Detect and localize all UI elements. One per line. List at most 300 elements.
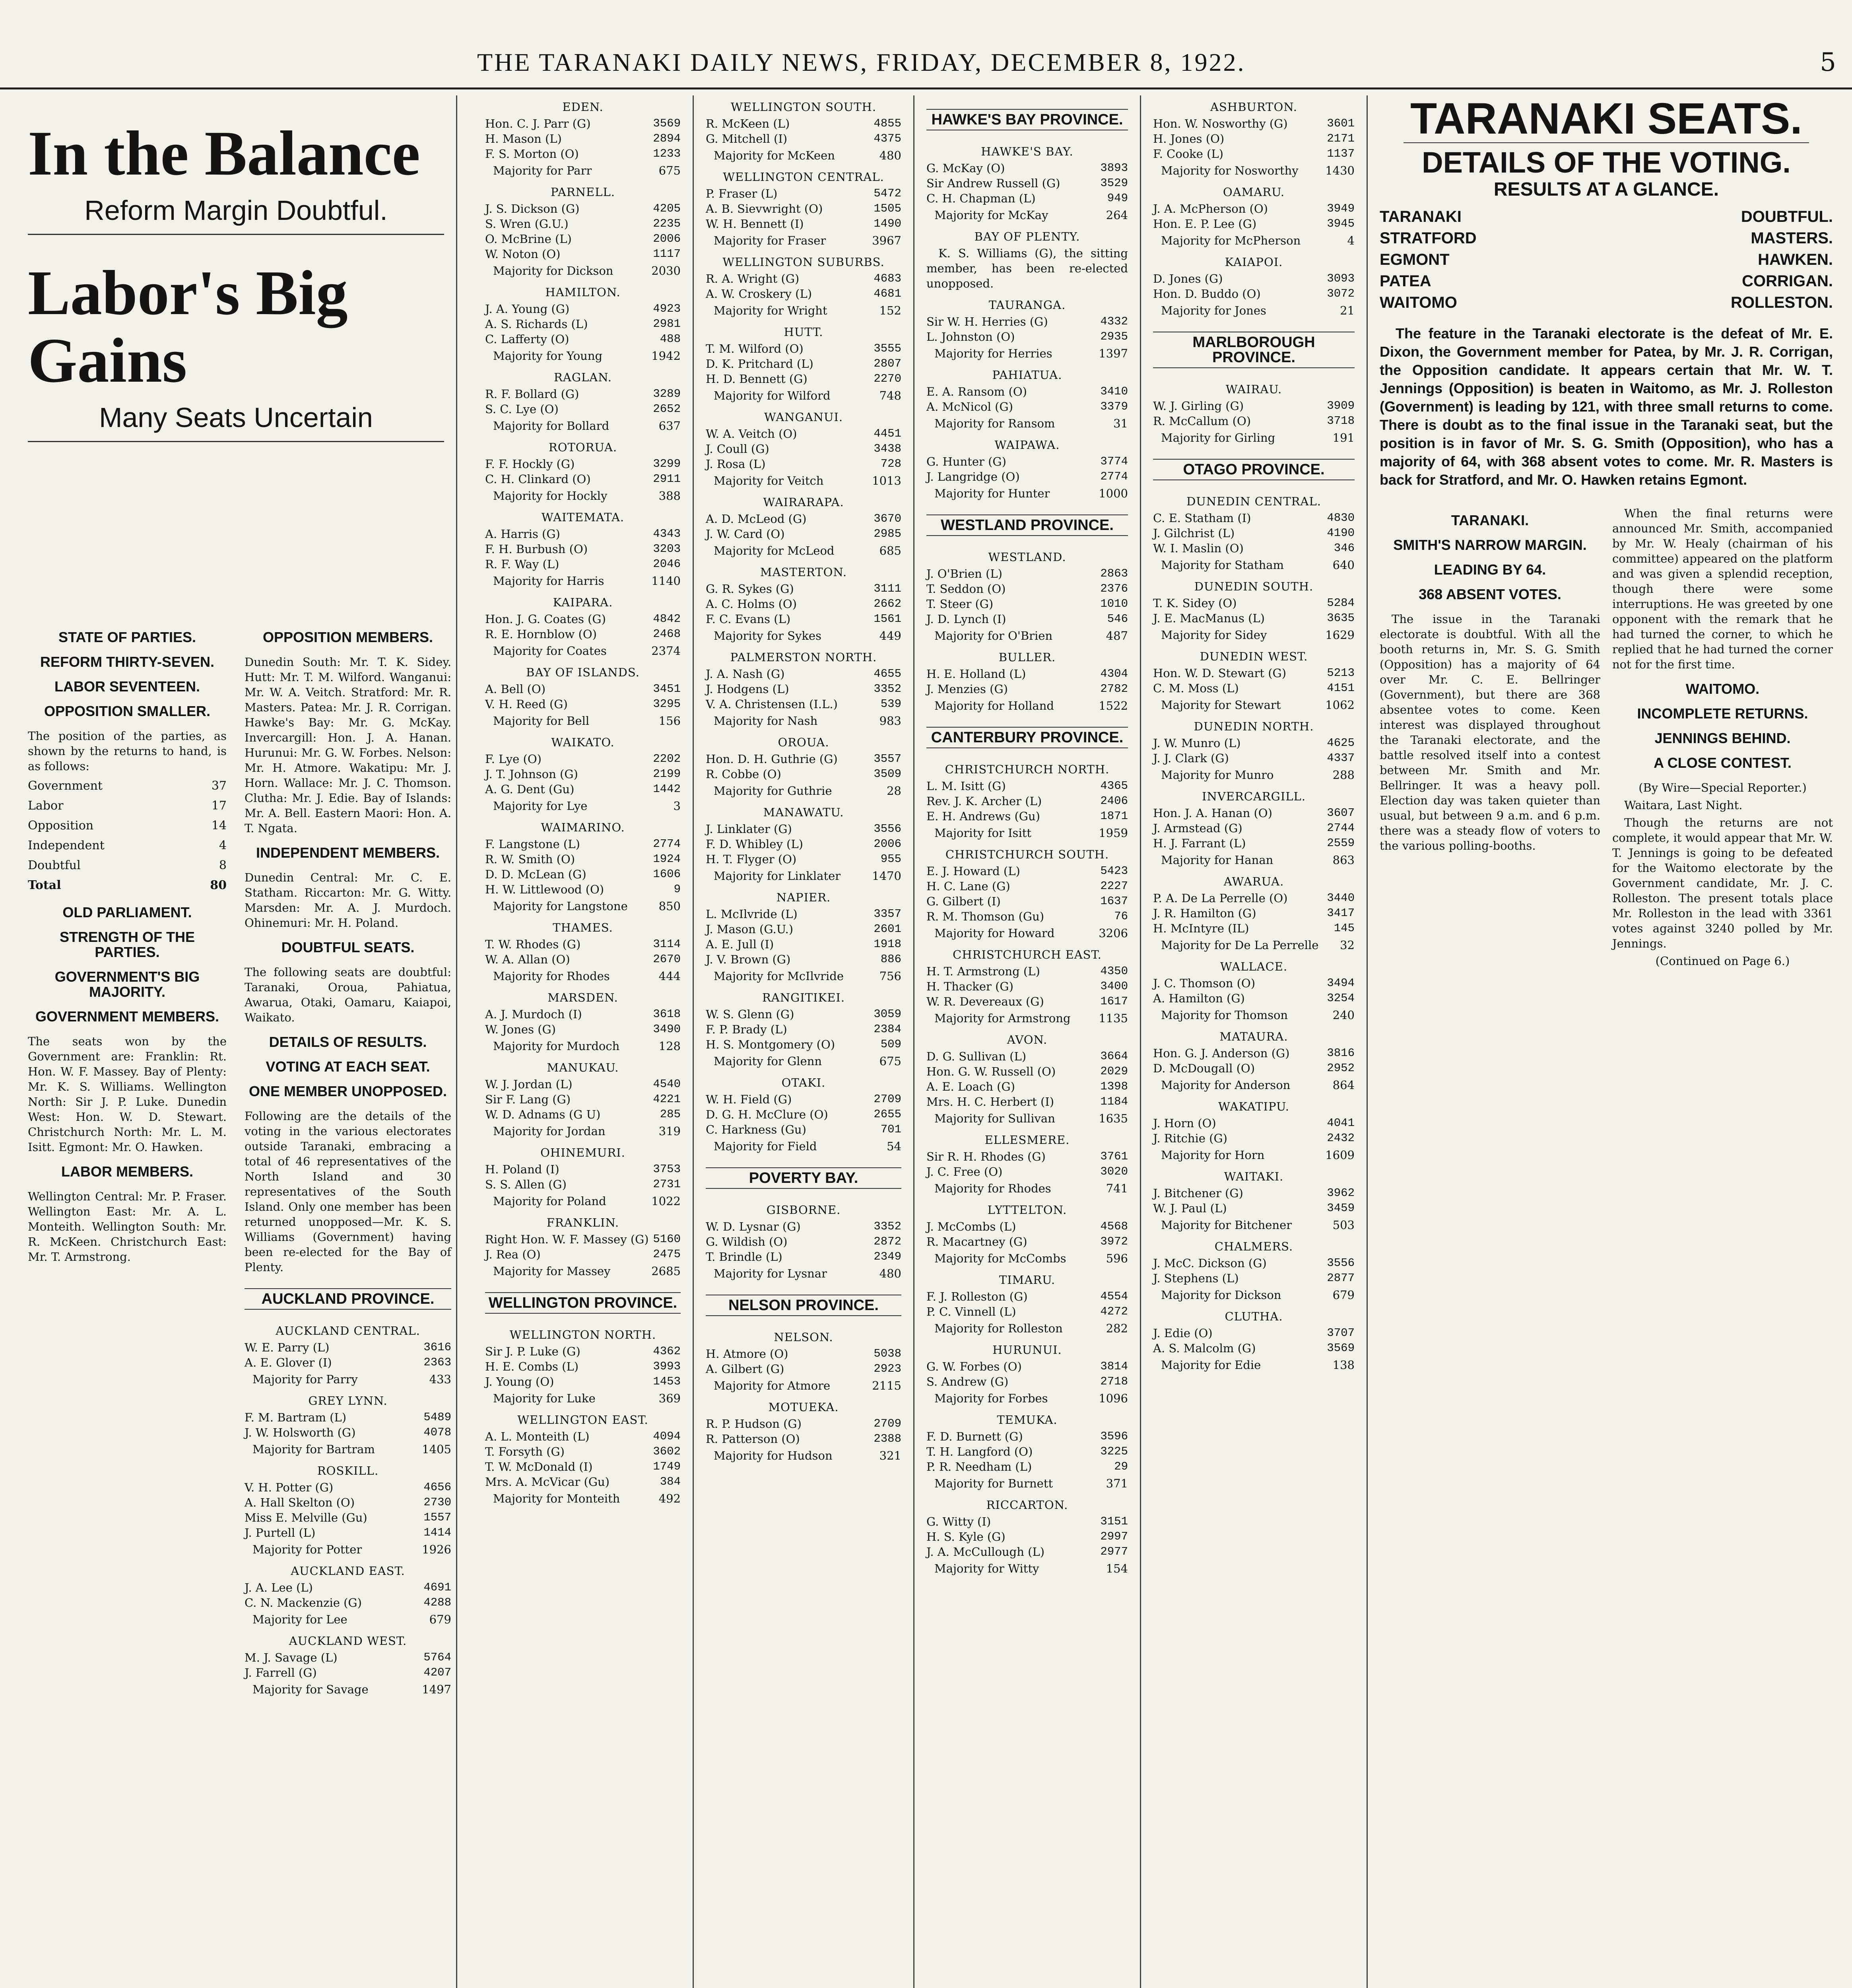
electorate-block (1153, 789, 1355, 868)
candidate-name: Miss E. Melville (Gu) (245, 1511, 367, 1524)
candidate-votes: 3111 (874, 582, 901, 595)
candidate-votes: 3059 (874, 1008, 901, 1021)
candidate-name: J. Young (O) (485, 1375, 554, 1388)
candidate-votes: 3556 (1327, 1256, 1355, 1270)
electorate-block (706, 254, 901, 318)
party-row (28, 816, 227, 836)
province-head: MARLBOROUGH PROVINCE. (1153, 332, 1355, 368)
majority-label: Majority for Wilford (714, 389, 831, 402)
majority-value: 480 (879, 149, 901, 162)
candidate-votes: 1871 (1100, 810, 1128, 823)
electorate-block (1153, 1169, 1355, 1233)
candidate-name: E. H. Andrews (Gu) (926, 810, 1040, 823)
candidate-row (485, 146, 681, 161)
candidate-votes: 2652 (653, 402, 681, 415)
candidate-row (245, 1340, 451, 1355)
majority-label: Majority for Field (714, 1140, 817, 1153)
majority-row (245, 1682, 451, 1697)
candidate-name: J. T. Johnson (G) (485, 767, 578, 781)
gov-members-text: The seats won by the Government are: Franklin: Rt. Hon. W. F. Massey. Bay of Plenty: Mr. K. S. Williams. Wellington North: Sir J. P. Luke. Dunedin West: Hon. W. D. Stewart. Christchurch North: Mr. L. M. Isitt. Egmont: Mr. O. Hawken. (28, 1035, 227, 1154)
majority-row (245, 1442, 451, 1457)
majority-row (926, 346, 1128, 361)
majority-value: 264 (1106, 208, 1128, 222)
majority-row (485, 418, 681, 433)
candidate-votes: 1414 (423, 1526, 451, 1539)
reform-count: REFORM THIRTY-SEVEN. (40, 654, 215, 670)
province-head: POVERTY BAY. (706, 1167, 901, 1189)
majority-label: Majority for McIlvride (714, 969, 844, 983)
candidate-row (706, 581, 901, 596)
candidate-row (485, 1092, 681, 1107)
candidate-row (926, 1304, 1128, 1319)
candidate-row (1153, 976, 1355, 991)
candidate-votes: 2911 (653, 472, 681, 485)
candidate-name: F. Cooke (L) (1153, 147, 1223, 161)
candidate-row (926, 1049, 1128, 1064)
electorate-block (706, 565, 901, 643)
candidate-votes: 4207 (423, 1666, 451, 1679)
candidate-row (926, 1429, 1128, 1444)
candidate-votes: 3602 (653, 1445, 681, 1458)
majority-label: Majority for Glenn (714, 1054, 822, 1068)
candidate-name: O. McBrine (L) (485, 232, 572, 246)
electorate-name: DUNEDIN WEST. (1200, 650, 1308, 663)
candidate-name: A. B. Sievwright (O) (706, 202, 823, 215)
electorate-block (926, 437, 1128, 501)
candidate-name: E. J. Howard (L) (926, 864, 1020, 878)
candidate-votes: 2863 (1100, 567, 1128, 580)
majority-row (1153, 1357, 1355, 1373)
majority-value: 596 (1106, 1252, 1128, 1265)
candidate-votes: 2349 (874, 1250, 901, 1263)
seat-result: DOUBTFUL. (1741, 208, 1833, 225)
seat-row (1380, 252, 1833, 267)
majority-label: Majority for Fraser (714, 234, 826, 247)
candidate-votes: 1490 (874, 217, 901, 230)
electorate-block (485, 735, 681, 813)
electorate-name: AUCKLAND CENTRAL. (276, 1324, 420, 1338)
candidate-row (1153, 116, 1355, 131)
candidate-name: W. S. Glenn (G) (706, 1008, 794, 1021)
candidate-name: A. J. Murdoch (I) (485, 1008, 582, 1021)
gov-majority-head: GOVERNMENT'S BIG MAJORITY. (54, 969, 200, 1000)
majority-label: Majority for Langstone (493, 899, 628, 913)
candidate-name: C. E. Statham (I) (1153, 511, 1251, 525)
results-column-4 (914, 95, 1141, 1988)
majority-label: Majority for Sykes (714, 629, 821, 643)
candidate-row (485, 1232, 681, 1247)
majority-row (485, 798, 681, 813)
majority-label: Majority for Dickson (493, 264, 613, 278)
candidate-row (706, 1107, 901, 1122)
electorate-name: CHRISTCHURCH EAST. (953, 948, 1102, 961)
candidate-votes: 539 (880, 697, 901, 711)
candidate-votes: 3114 (653, 938, 681, 951)
candidate-votes: 2235 (653, 217, 681, 230)
electorate-name: WELLINGTON CENTRAL. (723, 170, 884, 184)
majority-value: 1942 (651, 349, 681, 363)
majority-row (706, 388, 901, 403)
majority-row (1153, 697, 1355, 712)
majority-value: 1013 (872, 474, 901, 487)
majority-label: Majority for Edie (1161, 1358, 1261, 1372)
labor-count: LABOR SEVENTEEN. (54, 678, 200, 695)
majority-row (706, 868, 901, 883)
candidate-name: J. E. MacManus (L) (1153, 612, 1265, 625)
majority-label: Majority for Stewart (1161, 698, 1281, 712)
candidate-votes: 3664 (1100, 1050, 1128, 1063)
party-name: Labor (28, 799, 64, 813)
candidate-name: W. A. Veitch (O) (706, 427, 797, 441)
majority-row (926, 628, 1128, 643)
majority-value: 21 (1340, 304, 1355, 317)
candidate-votes: 488 (660, 332, 681, 346)
candidate-votes: 285 (660, 1108, 681, 1121)
candidate-row (706, 201, 901, 216)
electorate-name: TEMUKA. (997, 1413, 1058, 1427)
candidate-name: J. Rosa (L) (706, 457, 766, 471)
majority-value: 1430 (1325, 164, 1355, 177)
taranaki-summary: The feature in the Taranaki electorate is the defeat of Mr. E. Dixon, the Government member for Patea, by Mr. J. R. Corrigan, the Opposition candidate. It appears certain that Mr. W. T. Jennings (Opposition) is beaten in Waitomo, as Mr. J. Rolleston (Government) is leading by 121, with three small returns to come. There is doubt as to the final issue in the Taranaki seat, but the position is in favor of Mr. S. G. Smith (Opposition), who has a majority of 64, with 368 absent votes to come. Mr. R. Masters is back for Stratford, and Mr. O. Hawken retains Egmont. (1380, 325, 1833, 488)
candidate-votes: 1117 (653, 247, 681, 260)
candidate-name: J. S. Dickson (G) (485, 202, 580, 215)
electorate-block (706, 324, 901, 403)
province-head: OTAGO PROVINCE. (1153, 459, 1355, 480)
electorate-block (706, 1075, 901, 1154)
electorate-name: GISBORNE. (766, 1203, 841, 1217)
electorate-block (1153, 99, 1355, 178)
majority-value: 156 (658, 714, 681, 728)
candidate-row (706, 681, 901, 697)
candidate-row (485, 1474, 681, 1489)
candidate-row (926, 809, 1128, 824)
incomplete-head: INCOMPLETE RETURNS. (1637, 705, 1808, 722)
electorate-block (706, 735, 901, 798)
electorate-name: WAKATIPU. (1218, 1100, 1289, 1113)
candidate-name: J. D. Lynch (I) (926, 612, 1006, 626)
candidate-name: G. Gilbert (I) (926, 895, 1001, 908)
candidate-name: W. J. Paul (L) (1153, 1202, 1227, 1215)
candidate-name: J. C. Free (O) (926, 1165, 1003, 1178)
candidate-row (706, 596, 901, 612)
majority-value: 1140 (651, 574, 681, 588)
candidate-name: H. Mason (L) (485, 132, 562, 146)
candidate-row (1153, 991, 1355, 1006)
electorate-block (926, 1202, 1128, 1266)
majority-value: 319 (658, 1124, 681, 1138)
electorate-block (706, 990, 901, 1069)
candidate-name: W. E. Parry (L) (245, 1341, 330, 1354)
candidate-name: R. F. Way (L) (485, 557, 559, 571)
candidate-row (485, 557, 681, 572)
candidate-row (1153, 596, 1355, 611)
electorate-name: WELLINGTON SOUTH. (730, 100, 877, 114)
majority-label: Majority for Bitchener (1161, 1218, 1292, 1232)
candidate-votes: 2997 (1100, 1530, 1128, 1543)
candidate-votes: 4041 (1327, 1116, 1355, 1130)
continued-note: (Continued on Page 6.) (1655, 954, 1790, 968)
candidate-name: Hon. E. P. Lee (G) (1153, 217, 1257, 231)
majority-label: Majority for Sullivan (934, 1112, 1055, 1125)
candidate-name: W. A. Allan (O) (485, 953, 570, 966)
candidate-row (1153, 1131, 1355, 1146)
electorate-name: DUNEDIN SOUTH. (1194, 580, 1314, 593)
candidate-votes: 4151 (1327, 681, 1355, 695)
electorate-block (926, 1412, 1128, 1491)
majority-row (245, 1612, 451, 1627)
candidate-row (926, 779, 1128, 794)
candidate-votes: 3490 (653, 1023, 681, 1036)
candidate-row (706, 341, 901, 356)
candidate-row (926, 1234, 1128, 1249)
candidate-row (706, 131, 901, 146)
electorate-name: PALMERSTON NORTH. (730, 650, 877, 664)
candidate-name: W. Noton (O) (485, 247, 561, 261)
auckland-electorates (245, 1323, 451, 1697)
candidate-votes: 9 (674, 883, 681, 896)
candidate-votes: 955 (880, 852, 901, 866)
candidate-row (485, 456, 681, 472)
majority-row (706, 1448, 901, 1463)
candidate-name: J. W. Card (O) (706, 527, 785, 541)
candidate-row (245, 1495, 451, 1510)
province-head: WESTLAND PROVINCE. (926, 514, 1128, 536)
candidate-row (706, 1234, 901, 1249)
ind-members-head: INDEPENDENT MEMBERS. (256, 845, 440, 861)
candidate-name: Hon. W. Nosworthy (G) (1153, 117, 1288, 130)
candidate-name: A. L. Monteith (L) (485, 1430, 590, 1443)
majority-label: Majority for Lee (252, 1613, 347, 1626)
candidate-votes: 1010 (1100, 597, 1128, 610)
candidate-votes: 3417 (1327, 907, 1355, 920)
majority-value: 449 (879, 629, 901, 643)
candidate-votes: 3893 (1100, 161, 1128, 175)
majority-value: 4 (1347, 234, 1355, 247)
electorate-name: WALLACE. (1220, 960, 1288, 973)
candidate-votes: 4451 (874, 427, 901, 440)
candidate-name: J. Bitchener (G) (1153, 1186, 1243, 1200)
majority-value: 3 (673, 799, 681, 813)
electorate-name: WANGANUI. (764, 410, 843, 424)
labor-members-head: LABOR MEMBERS. (61, 1163, 193, 1180)
candidate-votes: 2730 (423, 1496, 451, 1509)
majority-label: Majority for Rhodes (493, 969, 610, 983)
electorate-block (485, 1060, 681, 1139)
candidate-votes: 4350 (1100, 965, 1128, 978)
candidate-name: A. E. Jull (I) (706, 938, 774, 951)
candidate-name: Hon. D. Buddo (O) (1153, 287, 1261, 301)
electorate-name: ROSKILL. (317, 1464, 379, 1477)
electorate-block (926, 1272, 1128, 1336)
electorate-block (706, 890, 901, 984)
majority-label: Majority for Dickson (1161, 1288, 1281, 1302)
majority-label: Majority for McLeod (714, 544, 835, 557)
candidate-votes: 3529 (1100, 177, 1128, 190)
candidate-name: F. D. Burnett (G) (926, 1430, 1023, 1443)
candidate-name: W. H. Bennett (I) (706, 217, 804, 231)
candidate-votes: 2006 (874, 837, 901, 850)
electorate-name: WELLINGTON NORTH. (509, 1328, 656, 1342)
divider (28, 234, 444, 235)
majority-value: 864 (1332, 1078, 1355, 1092)
candidate-name: A. S. Malcolm (G) (1153, 1342, 1256, 1355)
total-label: Total (28, 878, 61, 892)
candidate-row (706, 612, 901, 627)
electorate-block (245, 1323, 451, 1387)
candidate-votes: 4221 (653, 1093, 681, 1106)
majority-label: Majority for Burnett (934, 1477, 1053, 1490)
candidate-name: R. Cobbe (O) (706, 767, 781, 781)
candidate-row (485, 231, 681, 247)
candidate-votes: 5764 (423, 1651, 451, 1664)
electorate-name: RAGLAN. (554, 371, 612, 384)
candidate-row (706, 821, 901, 837)
electorate-name: WAIMARINO. (541, 821, 625, 834)
candidate-name: Sir R. H. Rhodes (G) (926, 1150, 1046, 1163)
party-name: Opposition (28, 819, 94, 833)
majority-value: 1000 (1099, 487, 1128, 500)
candidate-row (706, 937, 901, 952)
candidate-votes: 2709 (874, 1093, 901, 1106)
candidate-row (706, 441, 901, 456)
candidate-votes: 1442 (653, 782, 681, 796)
candidate-row (1153, 666, 1355, 681)
candidate-row (706, 852, 901, 867)
candidate-name: R. Patterson (O) (706, 1432, 800, 1446)
candidate-votes: 3945 (1327, 217, 1355, 230)
candidate-name: W. J. Jordan (L) (485, 1077, 573, 1091)
candidate-name: R. A. Wright (G) (706, 272, 800, 285)
majority-row (1153, 557, 1355, 573)
candidate-row (706, 371, 901, 386)
candidate-name: H. D. Bennett (G) (706, 372, 808, 386)
candidate-row (706, 286, 901, 301)
candidate-votes: 384 (660, 1475, 681, 1488)
majority-label: Majority for Jordan (493, 1124, 606, 1138)
candidate-votes: 3616 (423, 1341, 451, 1354)
candidate-name: Hon. J. G. Coates (G) (485, 612, 606, 626)
candidate-name: A. E. Loach (G) (926, 1080, 1015, 1093)
candidate-row (485, 681, 681, 697)
candidate-name: A. S. Richards (L) (485, 317, 588, 331)
candidate-votes: 4681 (874, 287, 901, 300)
majority-value: 240 (1332, 1008, 1355, 1022)
candidate-name: J. V. Brown (G) (706, 953, 791, 966)
majority-value: 1497 (422, 1683, 451, 1696)
electorate-name: EDEN. (562, 100, 604, 114)
electorate-block (1153, 1099, 1355, 1163)
party-count: 37 (211, 779, 227, 793)
candidate-row (926, 1079, 1128, 1094)
candidate-votes: 1637 (1100, 895, 1128, 908)
candidate-name: H. S. Kyle (G) (926, 1530, 1006, 1543)
candidate-votes: 2432 (1327, 1132, 1355, 1145)
candidate-row (1153, 271, 1355, 286)
candidate-row (485, 402, 681, 417)
candidate-name: T. Forsyth (G) (485, 1445, 565, 1458)
candidate-row (926, 612, 1128, 627)
majority-row (926, 1391, 1128, 1406)
majority-value: 3967 (872, 234, 901, 247)
wellington-province-head: WELLINGTON PROVINCE. (485, 1292, 681, 1314)
candidate-row (706, 697, 901, 712)
candidate-name: A. McNicol (G) (926, 400, 1013, 414)
old-parliament: OLD PARLIAMENT. (62, 904, 192, 920)
candidate-votes: 1918 (874, 938, 901, 951)
candidate-row (485, 1247, 681, 1262)
candidate-row (926, 469, 1128, 484)
electorate-name: OTAKI. (781, 1076, 826, 1089)
electorate-name: CHALMERS. (1214, 1240, 1293, 1253)
majority-label: Majority for McPherson (1161, 234, 1301, 247)
candidate-name: P. C. Vinnell (L) (926, 1305, 1016, 1318)
candidate-votes: 2046 (653, 557, 681, 571)
electorate-block (926, 1132, 1128, 1196)
candidate-votes: 3569 (1327, 1342, 1355, 1355)
opposition-count: OPPOSITION SMALLER. (44, 703, 211, 719)
majority-row (926, 825, 1128, 841)
majority-row (706, 1139, 901, 1154)
candidate-votes: 4343 (653, 527, 681, 540)
candidate-name: V. H. Reed (G) (485, 697, 568, 711)
candidate-name: J. Stephens (L) (1153, 1272, 1239, 1285)
majority-row (1153, 1217, 1355, 1233)
electorate-name: INVERCARGILL. (1202, 790, 1306, 803)
state-head: STATE OF PARTIES. (58, 629, 196, 645)
electorate-name: RICCARTON. (986, 1498, 1068, 1512)
candidate-votes: 2718 (1100, 1375, 1128, 1388)
doubtful-text: The following seats are doubtful: Taranaki, Oroua, Pahiatua, Awarua, Otaki, Oamaru, Kaiapoi, Waikato. (245, 965, 451, 1024)
candidate-name: J. Purtell (L) (245, 1526, 316, 1540)
electorate-block (926, 549, 1128, 643)
candidate-name: M. J. Savage (L) (245, 1651, 338, 1664)
candidate-name: F. M. Bartram (L) (245, 1411, 347, 1424)
electorate-block (1153, 579, 1355, 643)
candidate-votes: 5038 (874, 1347, 901, 1360)
candidate-name: V. H. Potter (G) (245, 1481, 334, 1494)
candidate-votes: 3459 (1327, 1202, 1355, 1215)
candidate-row (926, 1529, 1128, 1544)
candidate-votes: 4830 (1327, 511, 1355, 524)
majority-row (706, 1378, 901, 1393)
candidate-votes: 3254 (1327, 992, 1355, 1005)
majority-row (485, 348, 681, 363)
electorate-block (485, 820, 681, 914)
party-row (28, 836, 227, 856)
candidate-row (245, 1480, 451, 1495)
candidate-votes: 3670 (874, 512, 901, 525)
candidate-name: T. K. Sidey (O) (1153, 596, 1237, 610)
majority-value: 1405 (422, 1442, 451, 1456)
candidate-row (706, 907, 901, 922)
candidate-row (485, 1177, 681, 1192)
candidate-votes: 5160 (653, 1233, 681, 1246)
party-name: Government (28, 779, 103, 793)
candidate-row (1153, 526, 1355, 541)
candidate-name: Hon. C. J. Parr (G) (485, 117, 591, 130)
candidate-name: Hon. W. D. Stewart (G) (1153, 666, 1287, 680)
majority-row (1153, 1008, 1355, 1023)
majority-row (485, 899, 681, 914)
electorate-name: OROUA. (778, 736, 829, 749)
majority-value: 282 (1106, 1322, 1128, 1335)
candidate-row (1153, 398, 1355, 414)
candidate-votes: 3816 (1327, 1046, 1355, 1060)
candidate-row (485, 1459, 681, 1474)
taranaki-column (1368, 95, 1845, 1988)
party-count: 14 (211, 819, 227, 833)
majority-label: Majority for Parr (493, 164, 592, 177)
